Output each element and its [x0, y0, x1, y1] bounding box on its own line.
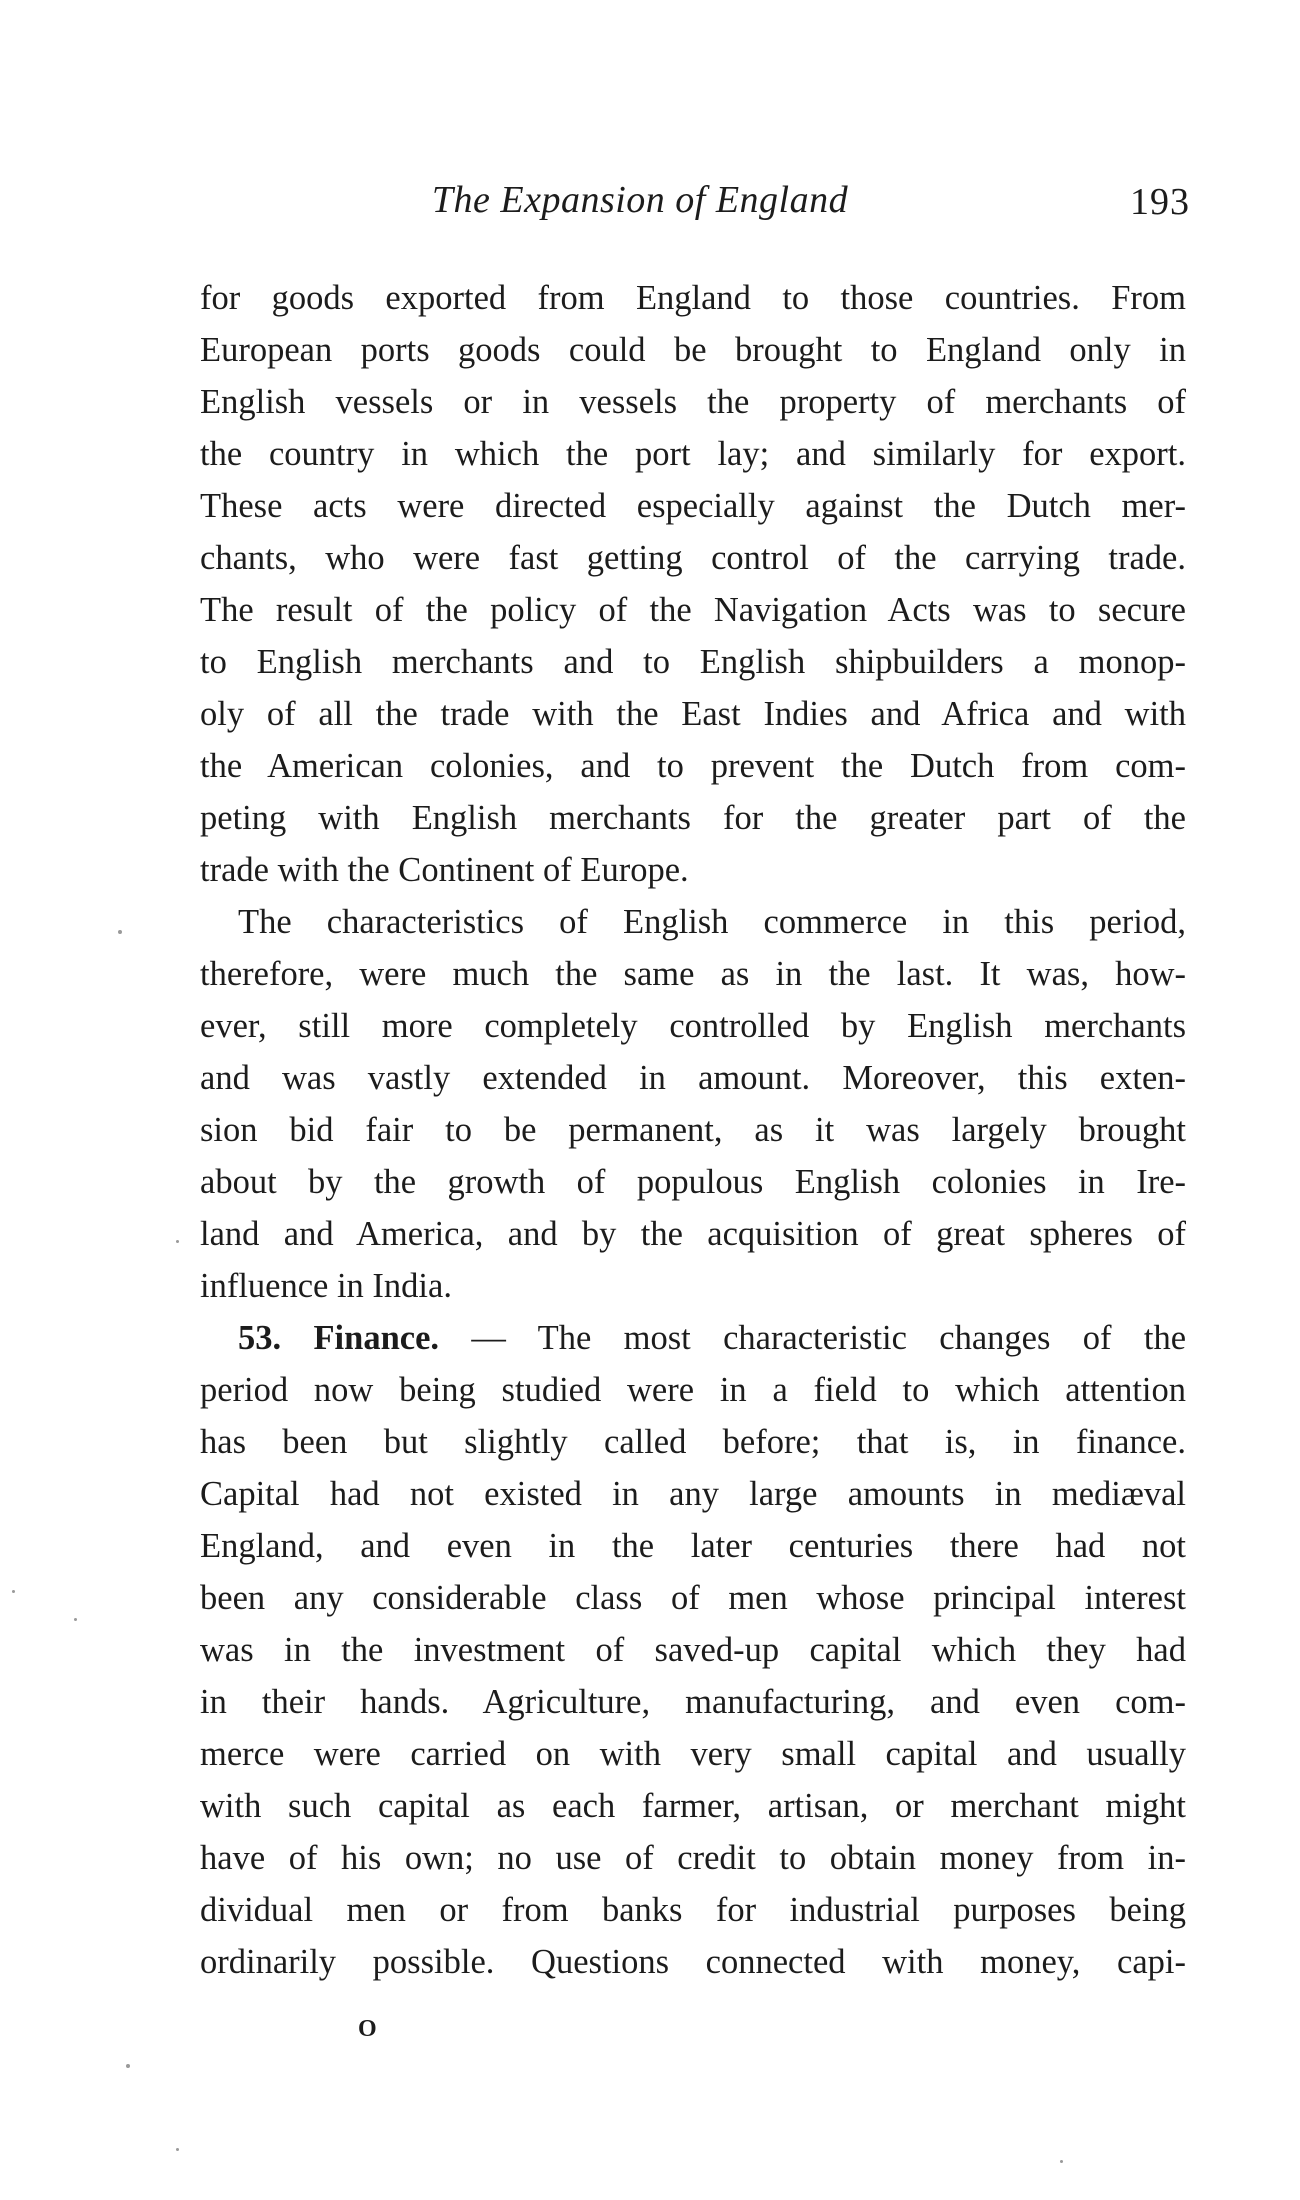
text-line: sion bid fair to be permanent, as it was largely brought [200, 1111, 1186, 1149]
text-line: the country in which the port lay; and similarly for export. [200, 435, 1186, 473]
text-line: European ports goods could be brought to England only in [200, 331, 1186, 369]
text-line: have of his own; no use of credit to obtain money from in- [200, 1839, 1186, 1877]
text-line: oly of all the trade with the East Indies and Africa and with [200, 695, 1186, 733]
body-text [200, 272, 1186, 1988]
text-line: dividual men or from banks for industrial purposes being [200, 1891, 1186, 1929]
section-title: Finance. [313, 1319, 440, 1357]
text-line: with such capital as each farmer, artisan, or merchant might [200, 1787, 1186, 1825]
text-line: The result of the policy of the Navigation Acts was to secure [200, 591, 1186, 629]
text-line: in their hands. Agriculture, manufacturing, and even com- [200, 1683, 1186, 1721]
text-line: English vessels or in vessels the property of merchants of [200, 383, 1186, 421]
section-first-line: — The most characteristic changes of the [471, 1319, 1187, 1357]
text-line: therefore, were much the same as in the last. It was, how- [200, 955, 1186, 993]
paragraph-commerce-characteristics [200, 896, 1186, 1312]
text-line: been any considerable class of men whose principal interest [200, 1579, 1186, 1617]
running-head [200, 178, 1190, 238]
text-line: for goods exported from England to those countries. From [200, 279, 1186, 317]
text-line: These acts were directed especially against the Dutch mer- [200, 487, 1186, 525]
text-line: England, and even in the later centuries there had not [200, 1527, 1186, 1565]
paper-speck [176, 2148, 179, 2151]
text-line: to English merchants and to English shipbuilders a monop- [200, 643, 1186, 681]
text-line: peting with English merchants for the greater part of the [200, 799, 1186, 837]
paper-speck [74, 1618, 77, 1621]
text-line: The characteristics of English commerce in this period, [238, 903, 1186, 941]
text-line: period now being studied were in a field to which attention [200, 1371, 1186, 1409]
text-line: has been but slightly called before; that is, in finance. [200, 1423, 1186, 1461]
paper-speck [1060, 2160, 1063, 2163]
text-line: about by the growth of populous English colonies in Ire- [200, 1163, 1186, 1201]
text-line: influence in India. [200, 1267, 452, 1305]
paper-speck [176, 1240, 179, 1243]
section-heading-line [200, 1312, 1186, 1364]
text-line: chants, who were fast getting control of the carrying trade. [200, 539, 1186, 577]
text-line: land and America, and by the acquisition of great spheres of [200, 1215, 1186, 1253]
signature-mark: O [358, 2016, 377, 2042]
text-line: and was vastly extended in amount. Moreover, this exten- [200, 1059, 1186, 1097]
text-line: ordinarily possible. Questions connected with money, capi- [200, 1943, 1186, 1981]
paragraph-navigation-acts [200, 272, 1186, 896]
paper-speck [12, 1590, 15, 1593]
paragraph-finance [200, 1312, 1186, 1988]
section-number: 53. [238, 1319, 282, 1357]
text-line: the American colonies, and to prevent the Dutch from com- [200, 747, 1186, 785]
text-line: merce were carried on with very small capital and usually [200, 1735, 1186, 1773]
running-title: The Expansion of England [431, 179, 849, 221]
text-line: Capital had not existed in any large amounts in mediæval [200, 1475, 1186, 1513]
text-line: ever, still more completely controlled by English merchants [200, 1007, 1186, 1045]
text-line: trade with the Continent of Europe. [200, 851, 689, 889]
text-line: was in the investment of saved-up capital which they had [200, 1631, 1186, 1669]
paper-speck [118, 930, 122, 934]
page-number: 193 [1130, 181, 1190, 223]
paper-speck [126, 2064, 130, 2068]
